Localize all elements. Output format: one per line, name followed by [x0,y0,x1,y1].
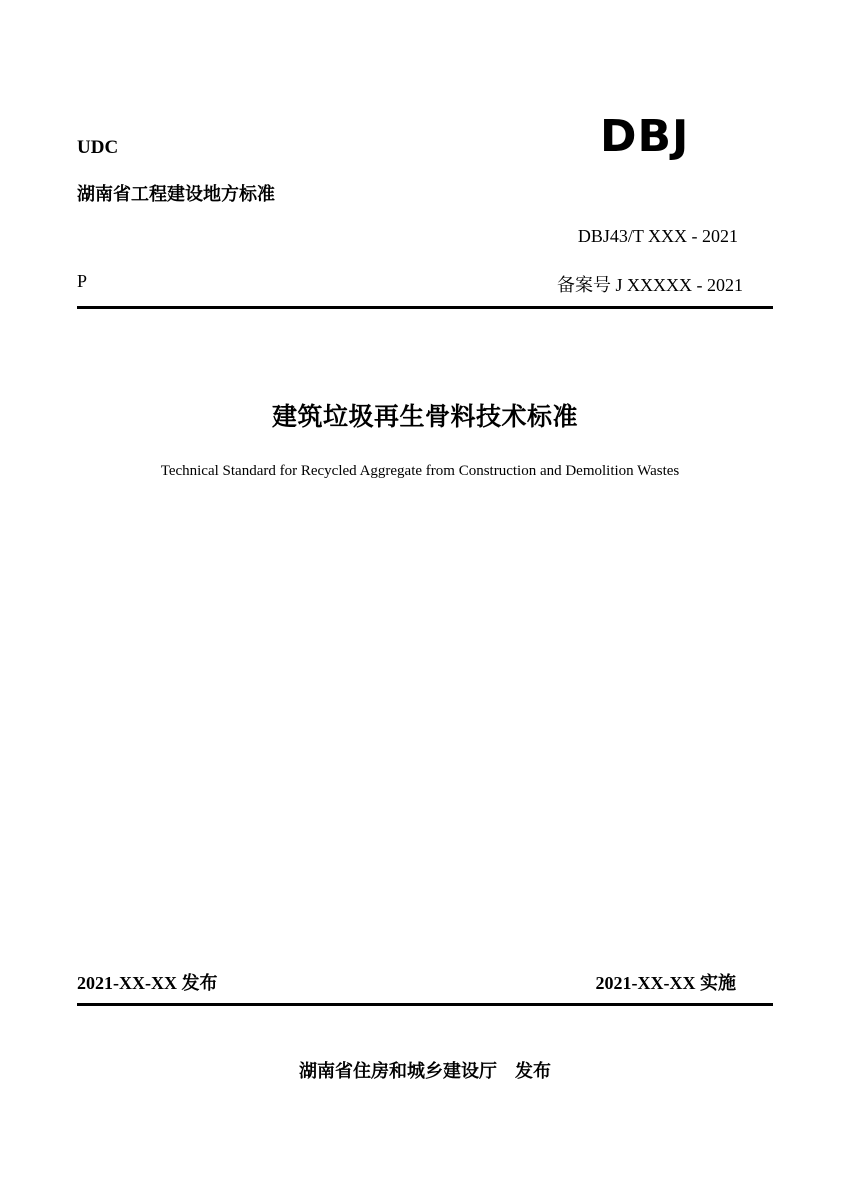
implement-date [596,969,736,995]
record-number-value: J XXXXX - 2021 [615,275,743,295]
implement-date-value: 2021-XX-XX [595,973,696,993]
publish-label: 发布 [181,973,218,994]
publisher-name: 湖南省住房和城乡建设厅 [299,1061,497,1082]
category-label: P [77,271,88,291]
document-title-chinese: 建筑垃圾再生骨料技术标准 [271,402,578,431]
standard-number: DBJ43/T XXX - 2021 [577,226,738,246]
top-divider [77,306,773,309]
implement-label: 实施 [700,973,736,994]
record-prefix: 备案号 [557,275,611,296]
document-title-english: Technical Standard for Recycled Aggregate from Construction and Demolition Wastes [160,463,680,479]
dbj-logo: DBJ [600,111,690,162]
publisher-action: 发布 [515,1061,551,1082]
publish-date-value: 2021-XX-XX [77,973,177,993]
record-number [557,271,743,297]
publisher-line [0,1057,850,1083]
udc-label: UDC [77,137,119,158]
bottom-divider [77,1003,773,1006]
standard-type: 湖南省工程建设地方标准 [77,184,275,205]
publish-date [77,969,217,995]
